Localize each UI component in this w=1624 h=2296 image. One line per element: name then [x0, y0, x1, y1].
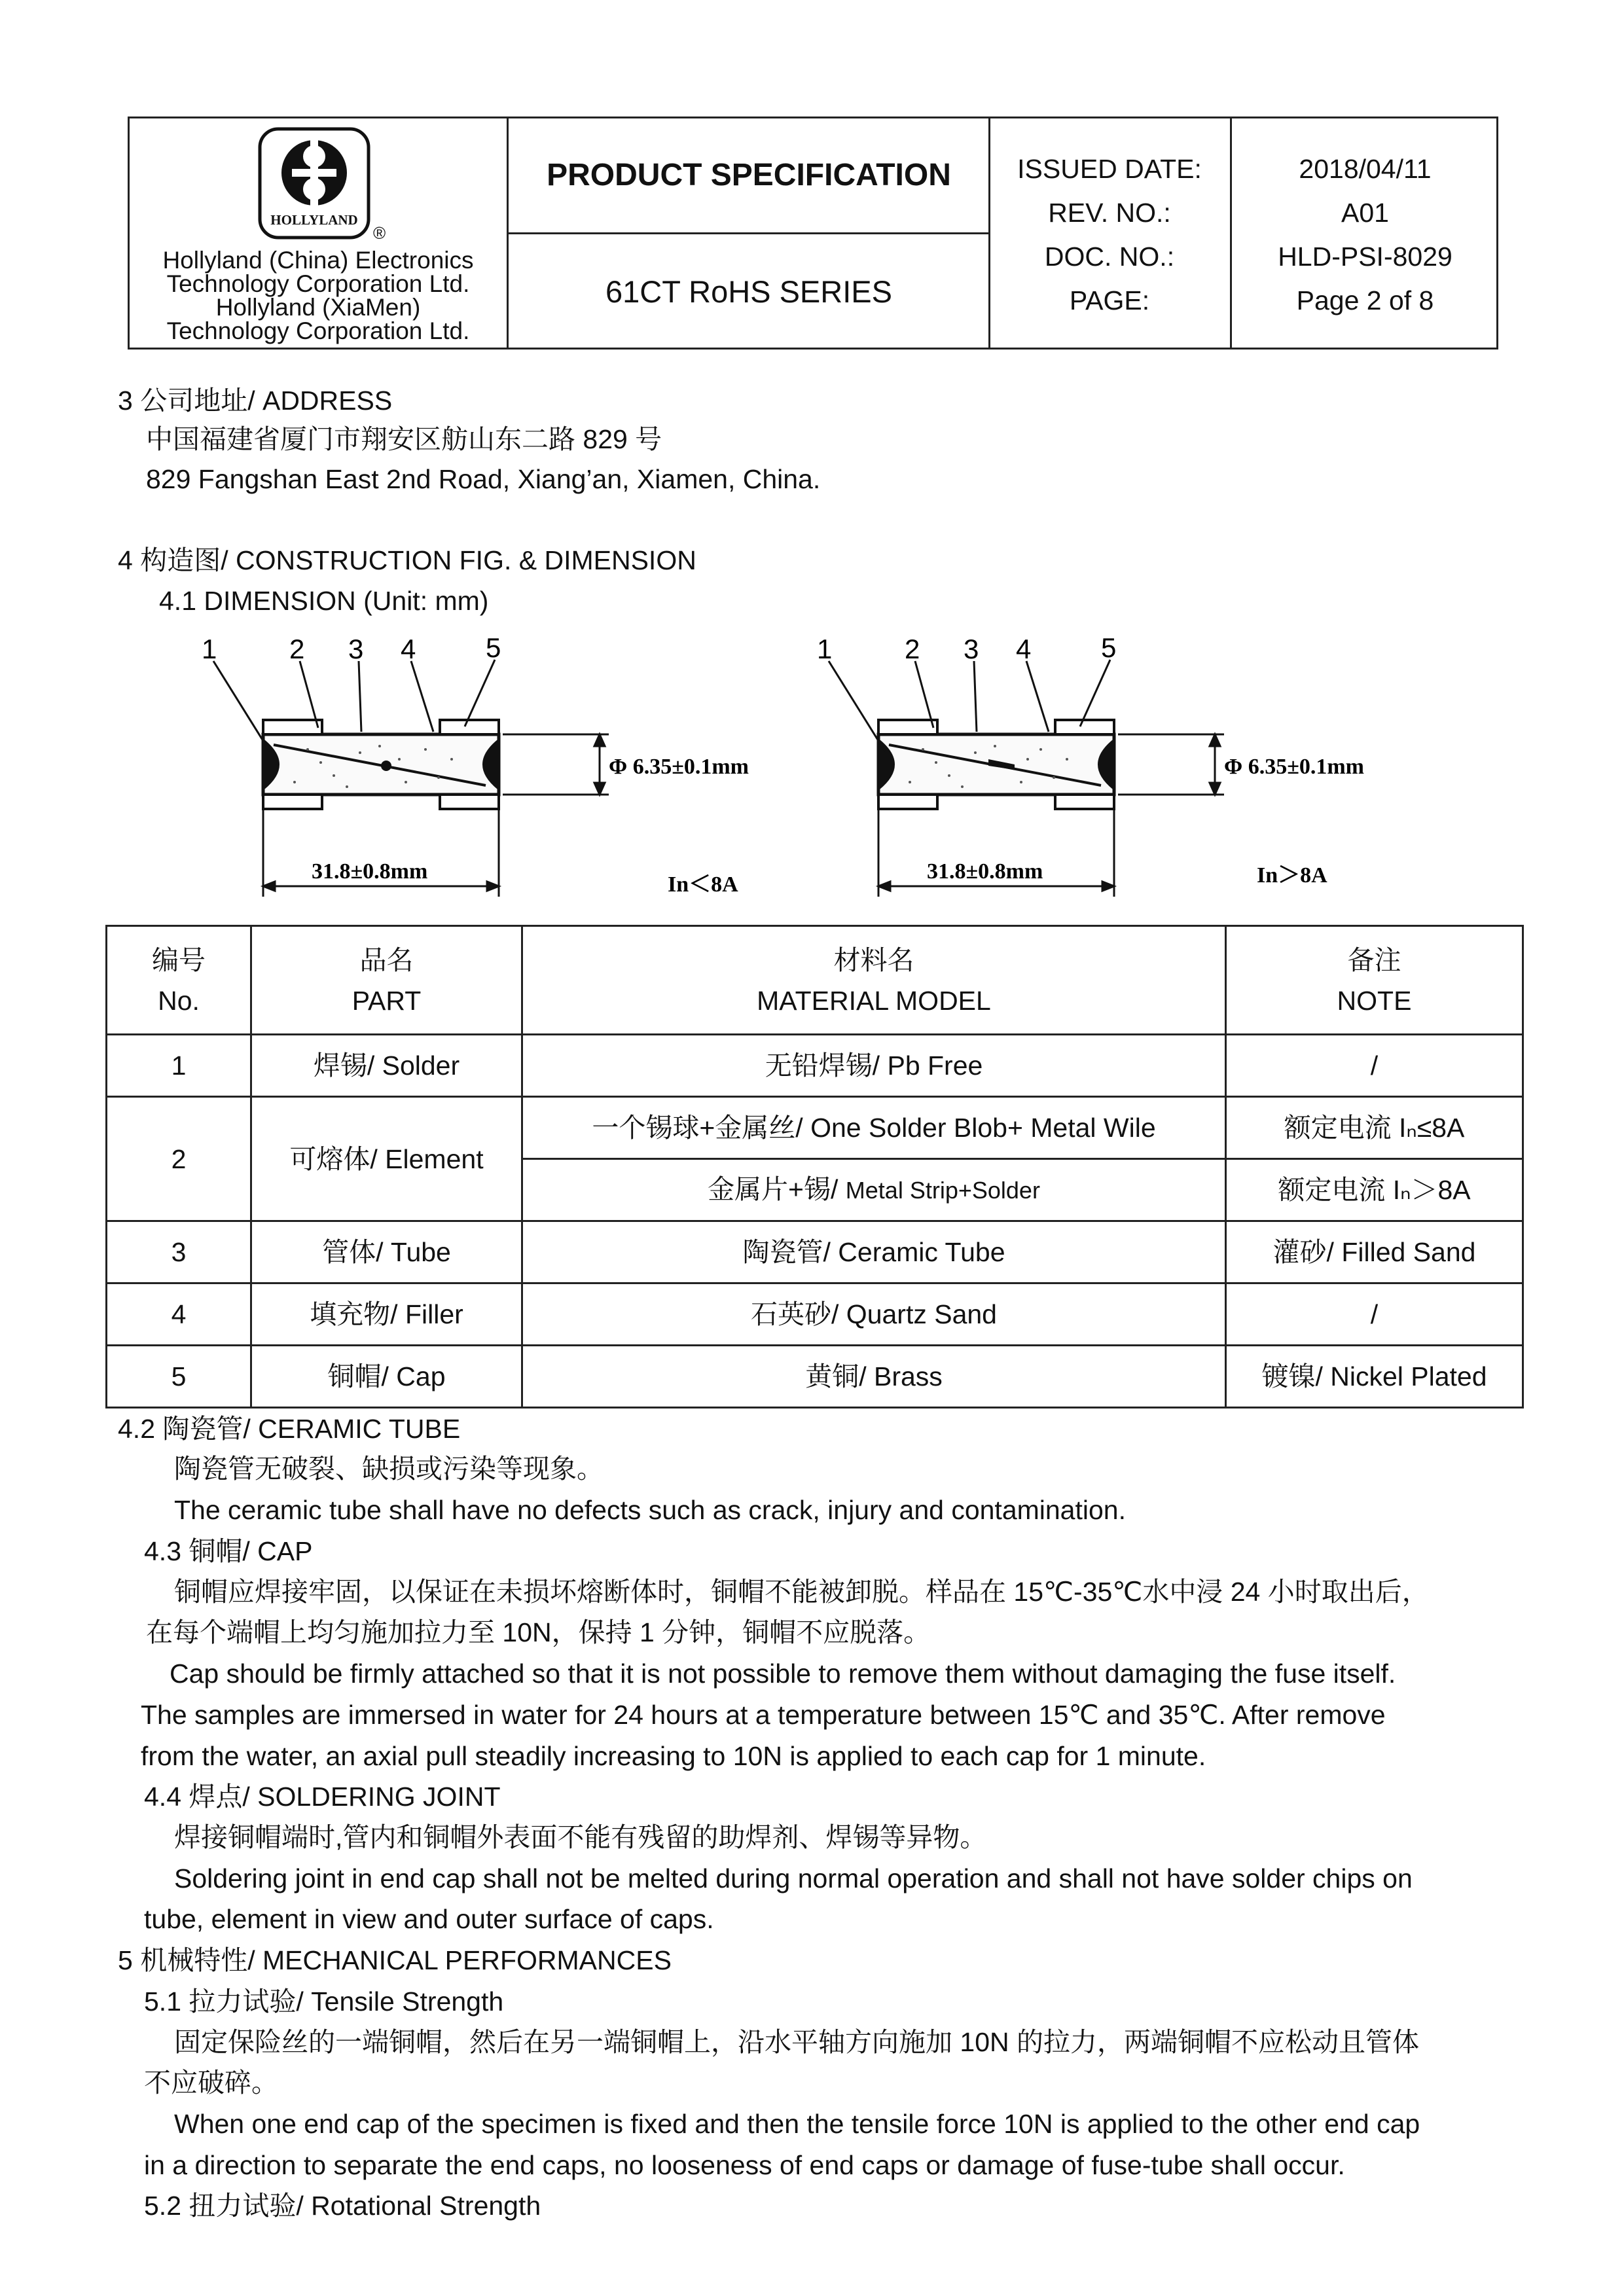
paragraph-cn: 在每个端帽上均匀施加拉力至 10N，保持 1 分钟，铜帽不应脱落。 [146, 1617, 931, 1647]
parts-table [105, 925, 1524, 1408]
table-cell: 石英砂/ Quartz Sand [522, 1283, 1226, 1346]
company-name-line: Technology Corporation Ltd. [166, 317, 470, 344]
meta-label: DOC. NO.: [1044, 242, 1175, 272]
section-heading: 4.2 陶瓷管/ CERAMIC TUBE [118, 1414, 461, 1444]
section-heading: 5 机械特性/ MECHANICAL PERFORMANCES [118, 1945, 672, 1975]
part-number-label: 2 [289, 635, 305, 664]
diameter-label: Φ 6.35±0.1mm [1224, 755, 1364, 779]
table-cell: 黄铜/ Brass [522, 1346, 1226, 1408]
address-cn: 中国福建省厦门市翔安区舫山东二路 829 号 [146, 424, 662, 454]
part-number-label: 4 [401, 635, 416, 664]
fuse-body [263, 720, 499, 809]
page-number: Page 2 of 8 [1296, 285, 1434, 315]
fuse-drawing-large-current [805, 635, 1460, 910]
part-number-label: 1 [817, 635, 833, 664]
company-name-line: Hollyland (XiaMen) [215, 294, 421, 321]
table-cell: 一个锡球+金属丝/ One Solder Blob+ Metal Wile [522, 1097, 1226, 1159]
paragraph-cn: 焊接铜帽端时,管内和铜帽外表面不能有残留的助焊剂、焊锡等异物。 [174, 1822, 987, 1852]
table-cell: 铜帽/ Cap [251, 1346, 522, 1408]
part-number-label: 4 [1016, 635, 1032, 664]
table-row [107, 1346, 1523, 1408]
section-heading: 5.2 扭力试验/ Rotational Strength [144, 2191, 541, 2221]
table-cell: 金属片+锡/ Metal Strip+Solder [522, 1159, 1226, 1221]
logo-wordmark: HOLLYLAND [270, 212, 358, 228]
paragraph-cn: 固定保险丝的一端铜帽，然后在另一端铜帽上，沿水平轴方向施加 10N 的拉力，两端铜帽不应松动且管体 [174, 2027, 1419, 2057]
fuse-body [878, 720, 1114, 809]
table-cell: / [1226, 1283, 1523, 1346]
paragraph-cn: 不应破碎。 [144, 2068, 278, 2098]
header-divider [507, 232, 988, 234]
address-en: 829 Fangshan East 2nd Road, Xiang’an, Xiamen, China. [146, 464, 821, 494]
paragraph-en: in a direction to separate the end caps, no looseness of end caps or damage of fuse-tube shall occur. [144, 2150, 1345, 2180]
table-cell: 1 [107, 1035, 251, 1097]
company-name-line: Hollyland (China) Electronics [162, 247, 474, 274]
table-cell: 陶瓷管/ Ceramic Tube [522, 1221, 1226, 1283]
series-name: 61CT RoHS SERIES [605, 274, 892, 309]
table-row [107, 1221, 1523, 1283]
diameter-label: Φ 6.35±0.1mm [609, 755, 749, 779]
meta-label: PAGE: [1069, 285, 1150, 315]
part-number-label: 5 [486, 635, 501, 663]
table-row [107, 1097, 1523, 1159]
document-title: PRODUCT SPECIFICATION [547, 158, 951, 192]
document-header [128, 117, 1498, 350]
address-heading: 3 公司地址/ ADDRESS [118, 386, 393, 416]
table-cell: / [1226, 1035, 1523, 1097]
table-cell: 额定电流 Iₙ＞8A [1226, 1159, 1523, 1221]
paragraph-en: tube, element in view and outer surface of caps. [144, 1904, 714, 1934]
issued-date: 2018/04/11 [1299, 154, 1432, 184]
length-label: 31.8±0.8mm [312, 859, 428, 884]
fuse-drawing-small-current [190, 635, 825, 910]
length-label: 31.8±0.8mm [927, 859, 1043, 884]
part-number-label: 5 [1101, 635, 1117, 663]
paragraph-en: Soldering joint in end cap shall not be melted during normal operation and shall not have solder chips on [174, 1863, 1413, 1893]
table-row [107, 1035, 1523, 1097]
paragraph-en: When one end cap of the specimen is fixed and then the tensile force 10N is applied to the other end cap [174, 2109, 1420, 2139]
table-cell: 填充物/ Filler [251, 1283, 522, 1346]
part-number-label: 3 [348, 635, 364, 664]
table-cell: 可熔体/ Element [251, 1097, 522, 1221]
meta-label: REV. NO.: [1048, 198, 1171, 228]
dimension-subheading: 4.1 DIMENSION (Unit: mm) [159, 586, 489, 616]
column-header: 材料名 MATERIAL MODEL [522, 926, 1226, 1035]
paragraph-cn: 铜帽应焊接牢固，以保证在未损坏熔断体时，铜帽不能被卸脱。样品在 15℃-35℃水中浸 24 小时取出后， [174, 1577, 1429, 1607]
table-cell: 镀镍/ Nickel Plated [1226, 1346, 1523, 1408]
table-cell: 灌砂/ Filled Sand [1226, 1221, 1523, 1283]
column-header: 品名 PART [251, 926, 522, 1035]
paragraph-en: from the water, an axial pull steadily increasing to 10N is applied to each cap for 1 minute. [141, 1741, 1206, 1771]
current-rating-label: In＞8A [1257, 863, 1327, 888]
paragraph-en: The ceramic tube shall have no defects such as crack, injury and contamination. [174, 1495, 1126, 1525]
table-header-row [107, 926, 1523, 1035]
table-cell: 5 [107, 1346, 251, 1408]
rev-no: A01 [1341, 198, 1389, 228]
part-number-label: 3 [964, 635, 979, 664]
table-cell: 3 [107, 1221, 251, 1283]
table-cell: 无铅焊锡/ Pb Free [522, 1035, 1226, 1097]
paragraph-en: The samples are immersed in water for 24 hours at a temperature between 15℃ and 35℃. After remove [141, 1700, 1386, 1730]
table-cell: 2 [107, 1097, 251, 1221]
meta-values [1230, 147, 1500, 323]
table-cell: 4 [107, 1283, 251, 1346]
meta-label: ISSUED DATE: [1017, 154, 1202, 184]
doc-no: HLD-PSI-8029 [1278, 242, 1453, 272]
table-cell: 管体/ Tube [251, 1221, 522, 1283]
paragraph-cn: 陶瓷管无破裂、缺损或污染等现象。 [174, 1454, 604, 1484]
company-name-line: Technology Corporation Ltd. [166, 270, 470, 297]
section-heading: 5.1 拉力试验/ Tensile Strength [144, 1986, 504, 2017]
table-cell: 焊锡/ Solder [251, 1035, 522, 1097]
registered-mark: ® [373, 223, 386, 243]
construction-heading: 4 构造图/ CONSTRUCTION FIG. & DIMENSION [118, 545, 696, 575]
column-header: 编号 No. [107, 926, 251, 1035]
section-heading: 4.3 铜帽/ CAP [144, 1536, 313, 1566]
part-number-label: 1 [202, 635, 217, 664]
paragraph-en: Cap should be firmly attached so that it is not possible to remove them without damaging the fuse itself. [170, 1659, 1396, 1689]
section-heading: 4.4 焊点/ SOLDERING JOINT [144, 1782, 501, 1812]
part-number-label: 2 [905, 635, 920, 664]
column-header: 备注 NOTE [1226, 926, 1523, 1035]
current-rating-label: In＜8A [668, 872, 738, 897]
meta-labels [988, 147, 1231, 323]
table-row [107, 1283, 1523, 1346]
table-cell: 额定电流 Iₙ≤8A [1226, 1097, 1523, 1159]
